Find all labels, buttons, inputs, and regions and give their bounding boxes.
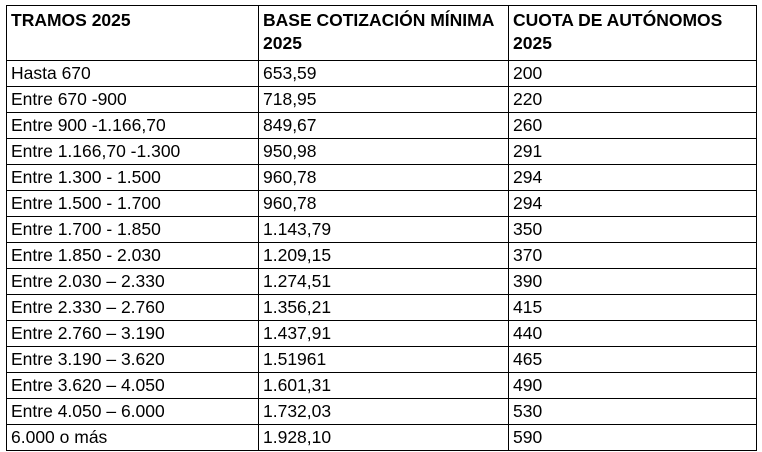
cell-base: 1.356,21 <box>259 295 509 321</box>
cell-base: 849,67 <box>259 113 509 139</box>
cell-base: 950,98 <box>259 139 509 165</box>
table-row <box>7 399 757 425</box>
cell-tramo: Entre 670 -900 <box>7 87 259 113</box>
cell-tramo: Entre 3.190 – 3.620 <box>7 347 259 373</box>
cell-tramo: Entre 2.030 – 2.330 <box>7 269 259 295</box>
cell-cuota: 200 <box>509 61 757 87</box>
cell-base: 960,78 <box>259 165 509 191</box>
cell-base: 718,95 <box>259 87 509 113</box>
cell-cuota: 350 <box>509 217 757 243</box>
table-row <box>7 269 757 295</box>
cell-base: 1.601,31 <box>259 373 509 399</box>
cell-tramo: Entre 1.166,70 -1.300 <box>7 139 259 165</box>
cell-cuota: 294 <box>509 191 757 217</box>
cell-cuota: 291 <box>509 139 757 165</box>
cell-tramo: Entre 1.700 - 1.850 <box>7 217 259 243</box>
cell-cuota: 260 <box>509 113 757 139</box>
cuotas-table-container <box>6 5 757 451</box>
cell-cuota: 390 <box>509 269 757 295</box>
cell-cuota: 415 <box>509 295 757 321</box>
cell-base: 1.274,51 <box>259 269 509 295</box>
cuotas-table <box>6 5 757 451</box>
cell-cuota: 220 <box>509 87 757 113</box>
cell-tramo: Entre 900 -1.166,70 <box>7 113 259 139</box>
cell-tramo: Entre 3.620 – 4.050 <box>7 373 259 399</box>
cell-tramo: 6.000 o más <box>7 425 259 451</box>
cell-tramo: Entre 1.850 - 2.030 <box>7 243 259 269</box>
cell-base: 1.51961 <box>259 347 509 373</box>
cell-tramo: Entre 2.330 – 2.760 <box>7 295 259 321</box>
cell-tramo: Entre 1.300 - 1.500 <box>7 165 259 191</box>
cell-tramo: Entre 2.760 – 3.190 <box>7 321 259 347</box>
header-cuota: CUOTA DE AUTÓNOMOS 2025 <box>509 6 757 61</box>
table-row <box>7 295 757 321</box>
table-row <box>7 373 757 399</box>
cell-tramo: Hasta 670 <box>7 61 259 87</box>
cell-cuota: 590 <box>509 425 757 451</box>
cell-tramo: Entre 4.050 – 6.000 <box>7 399 259 425</box>
table-row <box>7 165 757 191</box>
cell-base: 960,78 <box>259 191 509 217</box>
cell-cuota: 370 <box>509 243 757 269</box>
cell-cuota: 465 <box>509 347 757 373</box>
cell-base: 1.437,91 <box>259 321 509 347</box>
table-row <box>7 425 757 451</box>
header-tramos: TRAMOS 2025 <box>7 6 259 61</box>
cell-base: 1.928,10 <box>259 425 509 451</box>
table-row <box>7 243 757 269</box>
cell-cuota: 440 <box>509 321 757 347</box>
cell-base: 1.209,15 <box>259 243 509 269</box>
cell-base: 1.732,03 <box>259 399 509 425</box>
table-header-row <box>7 6 757 61</box>
table-row <box>7 113 757 139</box>
header-base-cotizacion: BASE COTIZACIÓN MÍNIMA 2025 <box>259 6 509 61</box>
table-row <box>7 61 757 87</box>
cell-base: 1.143,79 <box>259 217 509 243</box>
cell-cuota: 490 <box>509 373 757 399</box>
table-row <box>7 217 757 243</box>
table-row <box>7 139 757 165</box>
table-row <box>7 321 757 347</box>
cell-base: 653,59 <box>259 61 509 87</box>
cell-cuota: 530 <box>509 399 757 425</box>
cell-tramo: Entre 1.500 - 1.700 <box>7 191 259 217</box>
table-row <box>7 191 757 217</box>
table-row <box>7 87 757 113</box>
cell-cuota: 294 <box>509 165 757 191</box>
table-row <box>7 347 757 373</box>
